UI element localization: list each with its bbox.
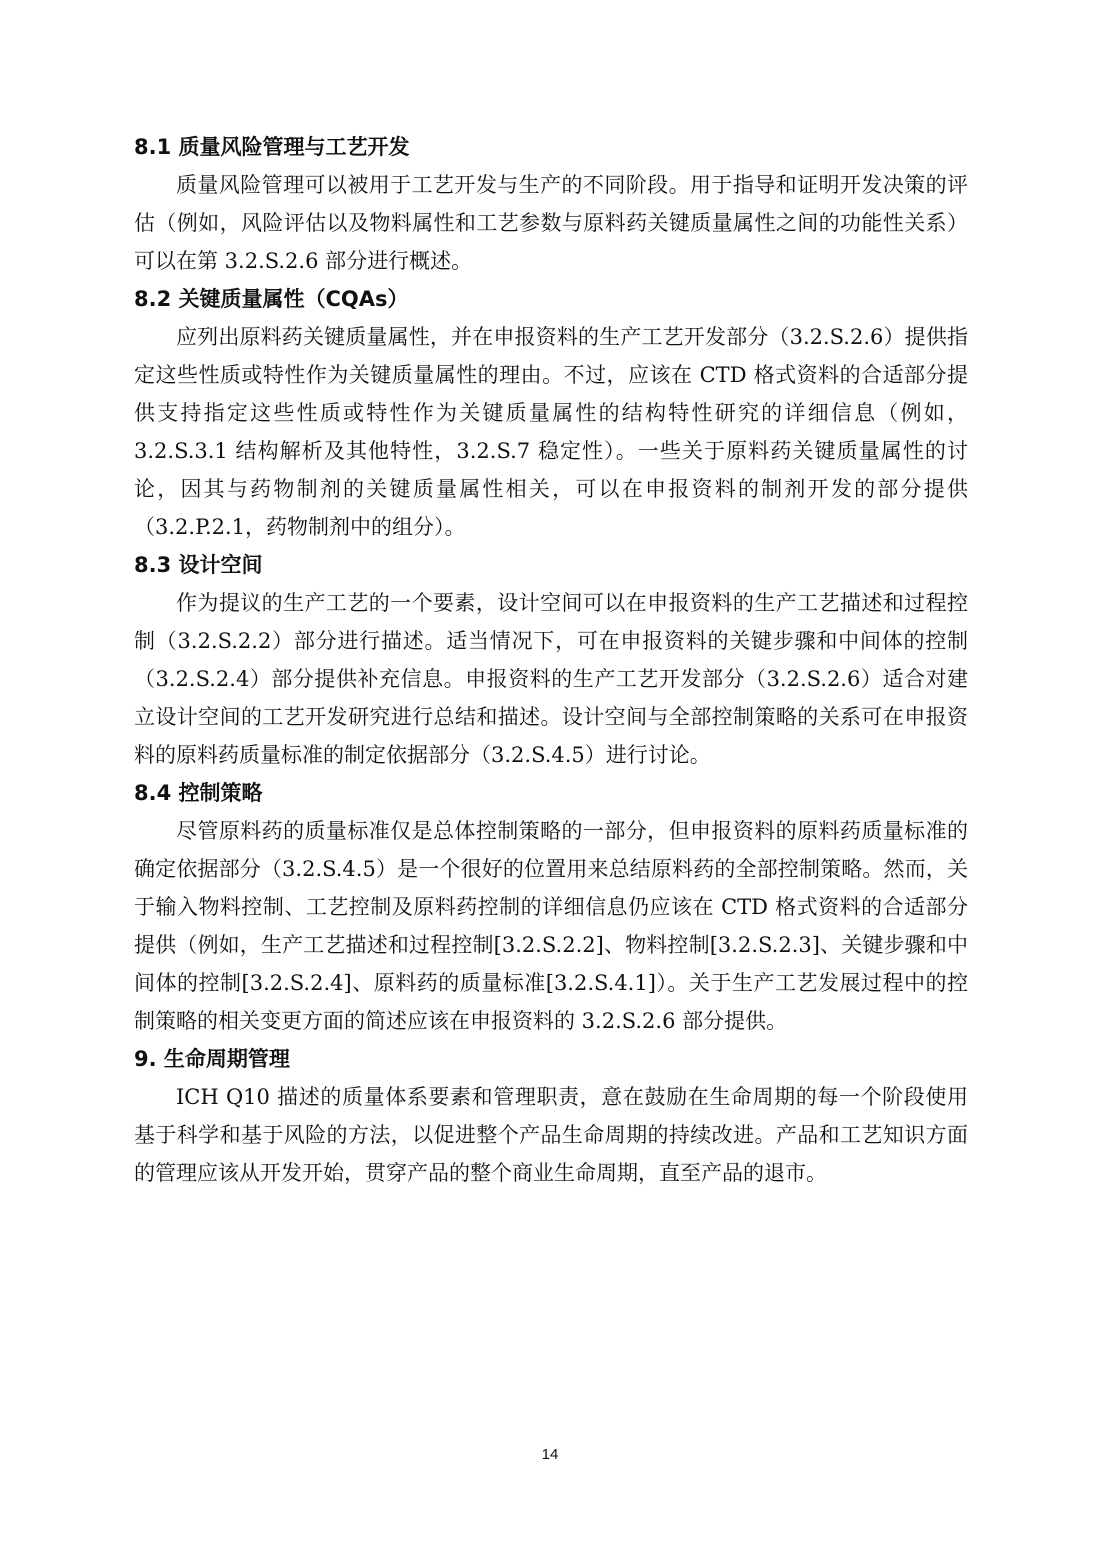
section-9: [134, 1040, 968, 1192]
section-8-3: [134, 546, 968, 774]
section-paragraph: 应列出原料药关键质量属性，并在申报资料的生产工艺开发部分（3.2.S.2.6）提供指定这些性质或特性作为关键质量属性的理由。不过，应该在 CTD 格式资料的合适部分提供支持指定这些性质或特性作为关键质量属性的结构特性研究的详细信息（例如，3.2.S.3.1 结构解析及其他特性，3.2.S.7 稳定性）。一些关于原料药关键质量属性的讨论，因其与药物制剂的关键质量属性相关，可以在申报资料的制剂开发的部分提供（3.2.P.2.1，药物制剂中的组分）。: [134, 325, 968, 539]
section-paragraph: 质量风险管理可以被用于工艺开发与生产的不同阶段。用于指导和证明开发决策的评估（例如，风险评估以及物料属性和工艺参数与原料药关键质量属性之间的功能性关系）可以在第 3.2.S.2.6 部分进行概述。: [134, 173, 968, 273]
section-heading: 8.4 控制策略: [134, 781, 263, 805]
section-heading: 8.3 设计空间: [134, 553, 263, 577]
page-number: 14: [541, 1446, 559, 1463]
section-heading: 8.2 关键质量属性（CQAs）: [134, 287, 409, 311]
section-paragraph: 作为提议的生产工艺的一个要素，设计空间可以在申报资料的生产工艺描述和过程控制（3.2.S.2.2）部分进行描述。适当情况下，可在申报资料的关键步骤和中间体的控制（3.2.S.2.4）部分提供补充信息。申报资料的生产工艺开发部分（3.2.S.2.6）适合对建立设计空间的工艺开发研究进行总结和描述。设计空间与全部控制策略的关系可在申报资料的原料药质量标准的制定依据部分（3.2.S.4.5）进行讨论。: [134, 591, 968, 767]
section-8-2: [134, 280, 968, 546]
section-paragraph: ICH Q10 描述的质量体系要素和管理职责，意在鼓励在生命周期的每一个阶段使用基于科学和基于风险的方法，以促进整个产品生命周期的持续改进。产品和工艺知识方面的管理应该从开发开始，贯穿产品的整个商业生命周期，直至产品的退市。: [134, 1085, 968, 1185]
section-heading: 9. 生命周期管理: [134, 1047, 290, 1071]
section-8-1: [134, 128, 968, 280]
section-8-4: [134, 774, 968, 1040]
section-heading: 8.1 质量风险管理与工艺开发: [134, 135, 410, 159]
document-page: [134, 128, 968, 1192]
section-paragraph: 尽管原料药的质量标准仅是总体控制策略的一部分，但申报资料的原料药质量标准的确定依据部分（3.2.S.4.5）是一个很好的位置用来总结原料药的全部控制策略。然而，关于输入物料控制、工艺控制及原料药控制的详细信息仍应该在 CTD 格式资料的合适部分提供（例如，生产工艺描述和过程控制[3.2.S.2.2]、物料控制[3.2.S.2.3]、关键步骤和中间体的控制[3.2.S.2.4]、原料药的质量标准[3.2.S.4.1]）。关于生产工艺发展过程中的控制策略的相关变更方面的简述应该在申报资料的 3.2.S.2.6 部分提供。: [134, 819, 968, 1033]
